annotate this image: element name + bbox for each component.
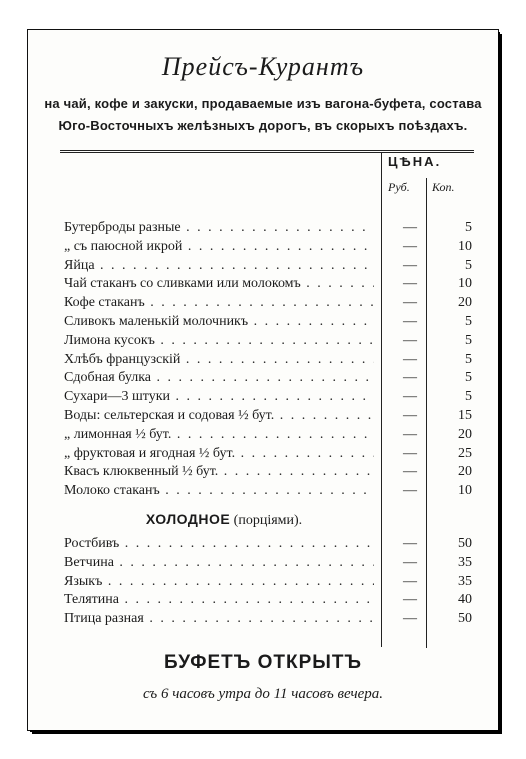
buffet-open-title: БУФЕТЪ ОТКРЫТЪ [164,652,362,673]
rub-value: — [403,295,417,311]
rub-value: — [403,407,417,423]
kop-value: 10 [458,276,472,292]
item-name: Ростбивъ . . . [64,536,374,552]
list-item [64,427,484,446]
list-item [64,314,484,333]
rub-value: — [403,464,417,480]
rub-value: — [403,351,417,367]
item-name: Яйца . . . [64,258,374,274]
price-rows [64,220,484,630]
kop-value: 5 [465,313,472,329]
kop-value: 20 [458,426,472,442]
list-item [64,333,484,352]
kop-column-header: Коп. [432,180,455,194]
kop-value: 5 [465,220,472,235]
item-name: Сливокъ маленькій молочникъ . . . [64,314,374,330]
rub-value: — [403,257,417,273]
buffet-hours: съ 6 часовъ утра до 11 часовъ вечера. [142,686,384,702]
item-name: „ фруктовая и ягодная ½ бут. . . . [64,446,374,462]
item-name: Птица разная . . . [64,611,374,627]
rub-value: — [403,220,417,235]
item-name: Молоко стаканъ . . . [64,483,374,499]
item-name: Сдобная булка . . . [64,370,374,386]
rub-value: — [403,313,417,329]
list-item [64,464,484,483]
list-item [64,389,484,408]
kop-value: 5 [465,370,472,386]
item-name: Воды: сельтерская и содовая ½ бут. . . . [64,408,374,424]
item-name: Ветчина . . . [64,555,374,571]
list-item [64,276,484,295]
rub-value: — [403,554,417,570]
list-item [64,574,484,593]
item-name: Хлѣбъ французскій . . . [64,352,374,368]
rub-value: — [403,573,417,589]
rub-value: — [403,426,417,442]
rub-value: — [403,611,417,627]
rub-value: — [403,332,417,348]
cold-heading: ХОЛОДНОЕ [145,510,231,527]
kop-value: 5 [465,257,472,273]
rub-column-header: Руб. [388,180,410,194]
list-item [64,370,484,389]
rub-value: — [403,592,417,608]
item-name: Языкъ . . . [64,574,374,590]
list-item [64,220,484,239]
list-item [64,446,484,465]
kop-value: 35 [458,554,472,570]
subtitle-line-2: Юго-Восточныхъ желѣзныхъ дорогъ, въ скорыхъ поѣздахъ. [58,118,468,133]
item-name: „ лимонная ½ бут. . . . [64,427,374,443]
kop-value: 15 [458,407,472,423]
item-name: Чай стаканъ со сливками или молокомъ . . . [64,276,374,292]
price-list-page [28,30,498,730]
kop-value: 5 [465,389,472,405]
list-item [64,555,484,574]
item-name: Телятина . . . [64,592,374,608]
kop-value: 50 [458,611,472,627]
item-name: Лимона кусокъ . . . [64,333,374,349]
item-name: Квасъ клюквенный ½ бут. . . . [64,464,374,480]
list-item [64,295,484,314]
subtitle-line-1: на чай, кофе и закуски, продаваемые изъ вагона-буфета, состава [44,96,482,111]
rub-value: — [403,276,417,292]
page-title: Прейсъ-Курантъ [161,52,365,81]
list-item [64,592,484,611]
list-item [64,352,484,371]
rub-value: — [403,370,417,386]
cold-subheading: (порціями). [233,512,303,528]
kop-value: 10 [458,483,472,499]
list-item [64,536,484,555]
kop-value: 20 [458,464,472,480]
list-item [64,611,484,630]
list-item [64,408,484,427]
kop-value: 5 [465,351,472,367]
list-item [64,258,484,277]
kop-value: 40 [458,592,472,608]
cold-section-heading [64,502,384,536]
rub-value: — [403,535,417,551]
item-name: „ съ паюсной икрой . . . [64,239,374,255]
kop-value: 10 [458,238,472,254]
kop-value: 20 [458,295,472,311]
rub-value: — [403,483,417,499]
rub-value: — [403,389,417,405]
item-name: Сухари—3 штуки . . . [64,389,374,405]
list-item [64,483,484,502]
rub-value: — [403,445,417,461]
item-name: Бутерброды разные . . . [64,220,374,236]
list-item [64,239,484,258]
kop-value: 35 [458,573,472,589]
price-header: ЦѢНА. [388,154,442,169]
item-name: Кофе стаканъ . . . [64,295,374,311]
header-divider [60,150,474,153]
kop-value: 5 [465,332,472,348]
rub-value: — [403,238,417,254]
kop-value: 50 [458,535,472,551]
kop-value: 25 [458,445,472,461]
